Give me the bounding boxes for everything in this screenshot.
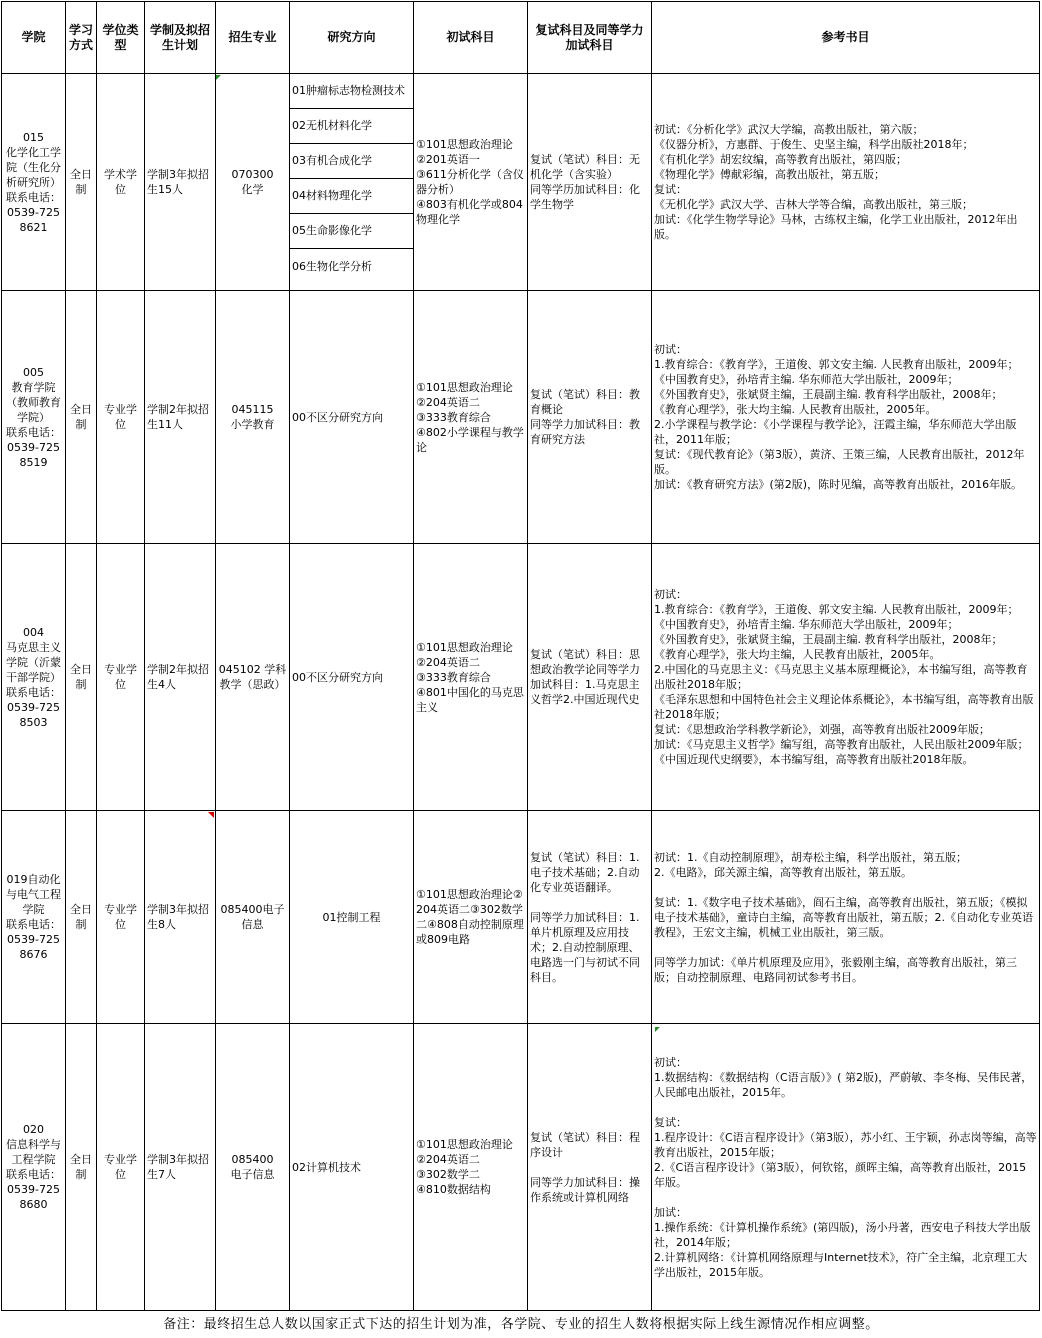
direction-item[interactable]: 06生物化学分析: [292, 259, 372, 273]
header-references[interactable]: 参考书目: [652, 2, 1040, 74]
initial-subjects-cell[interactable]: ①101思想政治理论 ②204英语二 ③333教育综合 ④802小学课程与教学论: [414, 291, 528, 544]
header-degree-type[interactable]: 学位类型: [97, 2, 145, 74]
study-mode-cell[interactable]: 全日制: [66, 811, 97, 1024]
retest-subjects-cell[interactable]: 复试（笔试）科目：无机化学（含实验） 同等学历加试科目：化学生物学: [528, 74, 652, 291]
retest-subjects-cell[interactable]: 复试（笔试）科目：程序设计 同等学力加试科目：操作系统或计算机网络: [528, 1024, 652, 1311]
direction-item[interactable]: 02无机材料化学: [290, 109, 413, 144]
college-cell[interactable]: 004 马克思主义学院（沂蒙干部学院） 联系电话： 0539-7258503: [2, 544, 66, 811]
references-cell[interactable]: 初试：《分析化学》武汉大学编，高教出版社，第六版； 《仪器分析》，方惠群、于俊生、史坚主编，科学出版社2018年； 《有机化学》胡宏纹编，高等教育出版社，第四版； 《物理化学》傅献彩编，高教出版社，第五版； 复试： 《无机化学》武汉大学、吉林大学等合编，高教出版社，第三版； 加试：《化学生物学导论》马林，古练权主编，化学工业出版社，2012年出版。: [652, 74, 1040, 291]
initial-subjects-cell[interactable]: ①101思想政治理论 ②204英语二 ③302数学二 ④810数据结构: [414, 1024, 528, 1311]
table-row: [2, 544, 1040, 811]
header-major[interactable]: 招生专业: [216, 2, 290, 74]
direction-cell[interactable]: 00不区分研究方向: [290, 544, 414, 811]
college-cell[interactable]: 005 教育学院（教师教育学院） 联系电话： 0539-7258519: [2, 291, 66, 544]
direction-cell[interactable]: 00不区分研究方向: [290, 291, 414, 544]
study-mode-cell[interactable]: 全日制: [66, 74, 97, 291]
degree-type-cell[interactable]: 专业学位: [97, 1024, 145, 1311]
admissions-table: [1, 1, 1040, 1311]
references-cell[interactable]: 初试： 1.教育综合：《教育学》，王道俊、郭文安主编. 人民教育出版社，2009年； 《中国教育史》，孙培青主编. 华东师范大学出版社，2009年； 《外国教育史》，张斌贤主编，王晨副主编. 教育科学出版社，2008年； 《教育心理学》，张大均主编. 人民教育出版社，2005年。 2.小学课程与教学论：《小学课程与教学论》，汪霞主编，华东师范大学出版社，2011年版； 复试：《现代教育论》（第3版），黄济、王策三编，人民教育出版社，2012年版。 加试：《教育研究方法》(第2版)，陈时见编，高等教育出版社，2016年版。: [652, 291, 1040, 544]
major-cell[interactable]: 085400电子信息: [216, 811, 290, 1024]
duration-plan-cell[interactable]: 学制2年拟招生11人: [145, 291, 216, 544]
retest-subjects-cell[interactable]: 复试（笔试）科目：思想政治教学论同等学力加试科目：1.马克思主义哲学2.中国近现代史: [528, 544, 652, 811]
initial-subjects-cell[interactable]: ①101思想政治理论 ②204英语二 ③333教育综合 ④801中国化的马克思主义: [414, 544, 528, 811]
table-row: [2, 74, 1040, 291]
degree-type-cell[interactable]: 专业学位: [97, 811, 145, 1024]
major-cell[interactable]: 085400 电子信息: [216, 1024, 290, 1311]
duration-plan-cell[interactable]: 学制2年拟招生4人: [145, 544, 216, 811]
college-cell[interactable]: 020 信息科学与工程学院 联系电话： 0539-7258680: [2, 1024, 66, 1311]
header-initial-subjects[interactable]: 初试科目: [414, 2, 528, 74]
direction-cell[interactable]: 02计算机技术: [290, 1024, 414, 1311]
error-flag-marker: [216, 75, 221, 80]
header-duration-plan[interactable]: 学制及拟招生计划: [145, 2, 216, 74]
direction-item[interactable]: 01肿瘤标志物检测技术: [290, 74, 413, 109]
header-study-mode[interactable]: 学习方式: [66, 2, 97, 74]
references-cell[interactable]: 初试： 1.教育综合：《教育学》，王道俊、郭文安主编. 人民教育出版社，2009年； 《中国教育史》，孙培青主编. 华东师范大学出版社，2009年； 《外国教育史》，张斌贤主编，王晨副主编. 教育科学出版社，2008年； 《教育心理学》，张大均主编，人民教育出版社，2005年。 2.中国化的马克思主义：《马克思主义基本原理概论》，本书编写组，高等教育出版社2018年版； 《毛泽东思想和中国特色社会主义理论体系概论》，本书编写组，高等教育出版社2018年版； 复试：《思想政治学科教学新论》，刘强，高等教育出版社2009年版； 加试：《马克思主义哲学》编写组，高等教育出版社，人民出版社2009年版； 《中国近现代史纲要》，本书编写组，高等教育出版社2018年版。: [652, 544, 1040, 811]
comment-marker: [208, 812, 214, 818]
study-mode-cell[interactable]: 全日制: [66, 544, 97, 811]
header-row: [2, 2, 1040, 74]
footnote-remark: 备注：最终招生总人数以国家正式下达的招生计划为准，各学院、专业的招生人数将根据实际上线生源情况作相应调整。: [163, 1317, 879, 1332]
initial-subjects-cell[interactable]: ①101思想政治理论 ②201英语一 ③611分析化学（含仪器分析） ④803有机化学或804物理化学: [414, 74, 528, 291]
table-row: [2, 811, 1040, 1024]
duration-plan-cell[interactable]: 学制3年拟招生7人: [145, 1024, 216, 1311]
duration-plan-cell[interactable]: 学制3年拟招生15人: [145, 74, 216, 291]
college-cell[interactable]: 015 化学化工学院（生化分析研究所） 联系电话： 0539-7258621: [2, 74, 66, 291]
study-mode-cell[interactable]: 全日制: [66, 1024, 97, 1311]
direction-cell[interactable]: [290, 74, 414, 291]
direction-item[interactable]: 05生命影像化学: [290, 214, 413, 249]
direction-item[interactable]: 04材料物理化学: [290, 179, 413, 214]
direction-cell[interactable]: 01控制工程: [290, 811, 414, 1024]
retest-subjects-cell[interactable]: 复试（笔试）科目：1.电子技术基础；2.自动化专业英语翻译。 同等学力加试科目：1.单片机原理及应用技术；2.自动控制原理、电路选一门与初试不同科目。: [528, 811, 652, 1024]
initial-subjects-cell[interactable]: ①101思想政治理论②204英语二③302数学二④808自动控制原理或809电路: [414, 811, 528, 1024]
degree-type-cell[interactable]: 专业学位: [97, 291, 145, 544]
duration-plan-cell[interactable]: 学制3年拟招生8人: [145, 811, 216, 1024]
direction-item[interactable]: 03有机合成化学: [290, 144, 413, 179]
header-retest-subjects[interactable]: 复试科目及同等学力加试科目: [528, 2, 652, 74]
major-cell[interactable]: 045115 小学教育: [216, 291, 290, 544]
major-cell[interactable]: 070300 化学: [216, 74, 290, 291]
college-cell[interactable]: 019自动化与电气工程学院 联系电话：0539-7258676: [2, 811, 66, 1024]
table-row: [2, 1024, 1040, 1311]
major-cell[interactable]: 045102 学科教学（思政）: [216, 544, 290, 811]
degree-type-cell[interactable]: 学术学位: [97, 74, 145, 291]
retest-subjects-cell[interactable]: 复试（笔试）科目：教育概论 同等学力加试科目：教育研究方法: [528, 291, 652, 544]
references-cell[interactable]: 初试： 1.数据结构：《数据结构（C语言版）》( 第2版)，严蔚敏、李冬梅、吴伟民著，人民邮电出版社，2015年。 复试： 1.程序设计：《C语言程序设计》（第3版），苏小红、王宇颖，孙志岗等编，高等教育出版社，2015年版； 2.《C语言程序设计》（第3版），何钦铭，颜晖主编，高等教育出版社，2015年版。 加试： 1.操作系统：《计算机操作系统》(第四版)，汤小丹著，西安电子科技大学出版社，2014年版； 2.计算机网络：《计算机网络原理与Internet技术》，符广全主编，北京理工大学出版社，2015年版。: [652, 1024, 1040, 1311]
table-row: [2, 291, 1040, 544]
header-direction[interactable]: 研究方向: [290, 2, 414, 74]
degree-type-cell[interactable]: 专业学位: [97, 544, 145, 811]
study-mode-cell[interactable]: 全日制: [66, 291, 97, 544]
references-cell[interactable]: 初试：1.《自动控制原理》，胡寿松主编，科学出版社，第五版； 2.《电路》，邱关源主编，高等教育出版社，第五版。 复试：1.《数字电子技术基础》，阎石主编，高等教育出版社，第五版；《模拟电子技术基础》，童诗白主编，高等教育出版社，第五版；2.《自动化专业英语教程》，王宏文主编，机械工业出版社，第三版。 同等学力加试：《单片机原理及应用》，张毅刚主编，高等教育出版社，第三版；自动控制原理、电路同初试参考书目。: [652, 811, 1040, 1024]
header-college[interactable]: 学院: [2, 2, 66, 74]
error-flag-marker: [655, 1027, 660, 1032]
